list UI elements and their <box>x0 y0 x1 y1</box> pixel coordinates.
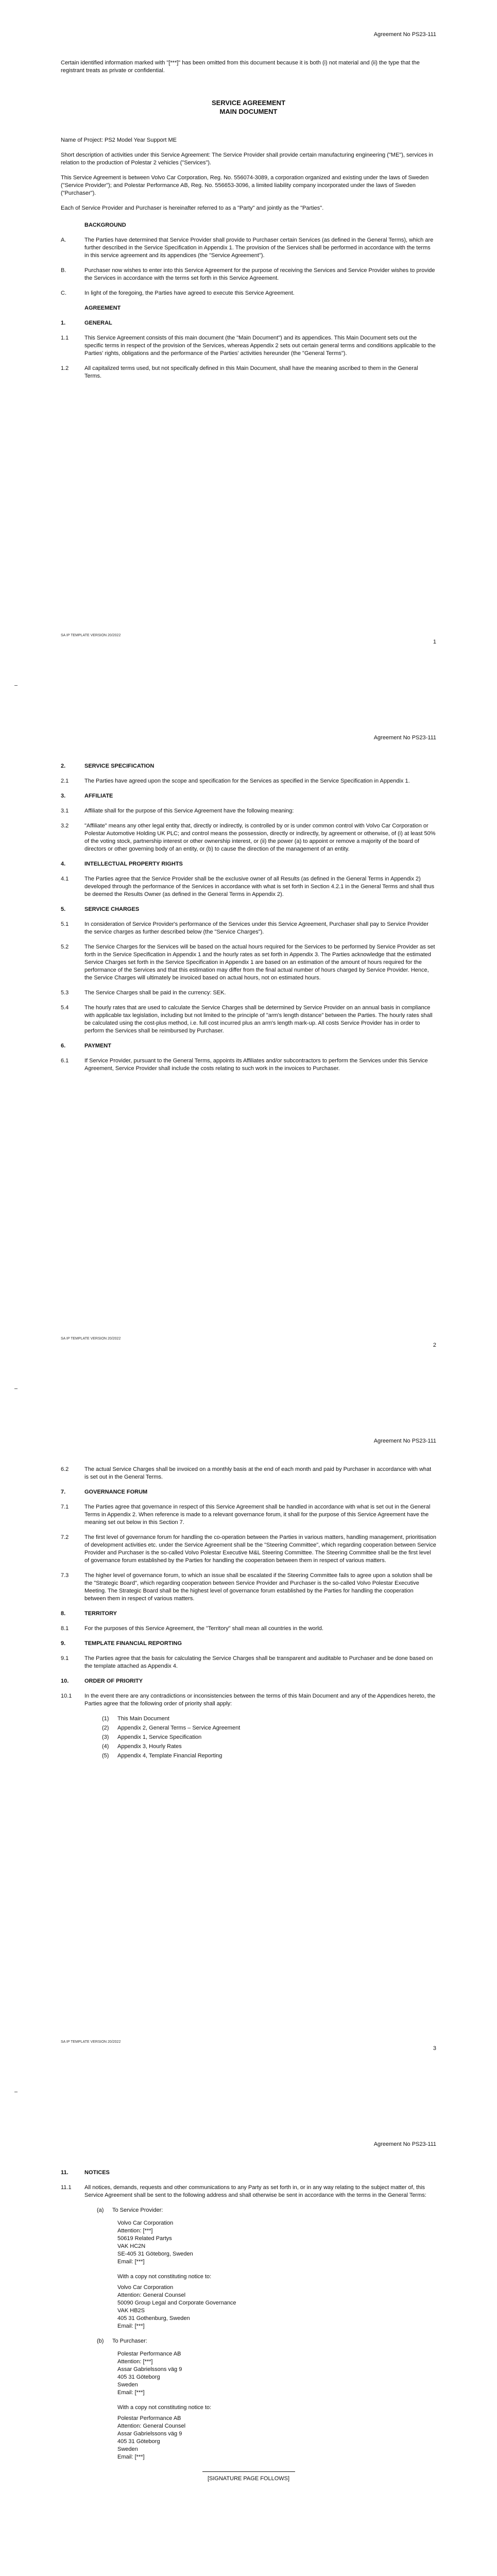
clause-1-1: 1.1 This Service Agreement consists of this main document (the "Main Document") and its appendices. This Main Document sets out the specific terms in respect of the provision of the Services, whereas Appendix 2 sets out certain general terms and conditions applicable to the Parties' rights, obligations and the performance of the Parties' activities hereunder (the "General Terms"). <box>61 335 436 357</box>
service-provider-copy-address: With a copy not constituting notice to: Volvo Car Corporation Attention: General Counsel 50090 Group Legal and Corporate Governance VAK HB2S 405 31 Gothenburg, Sweden Email: [***] <box>117 2274 236 2329</box>
footer-template: SA IP TEMPLATE VERSION 20/2022 <box>61 1337 121 1341</box>
section-heading: 10. ORDER OF PRIORITY <box>61 1678 143 1684</box>
page-divider-tick <box>14 1388 18 1389</box>
service-provider-address: Volvo Car Corporation Attention: [***] 50619 Related Partys VAK HC2N SE-405 31 Göteborg, Sweden Email: [***] <box>117 2220 193 2265</box>
footer-template: SA IP TEMPLATE VERSION 20/2022 <box>61 2040 121 2044</box>
document-title: SERVICE AGREEMENT <box>211 99 286 107</box>
clause-7-3: 7.3 The higher level of governance forum, to which an issue shall be escalated if the Steering Committee fails to agree upon a solution shall be the "Strategic Board", which regarding cooperation between Service Provider and Purchaser is the so-called Volvo Polestar Executive Meeting. The Strategic Board shall be the highest level of governance forum established by the Parties for handling the cooperation between them in respect of various matters. <box>61 1572 433 1602</box>
clause-7-2: 7.2 The first level of governance forum for handling the co-operation between the Parties in various matters, handling management, prioritisation of development activities etc. under the Service Agreement shall be the "Steering Committee", which regarding cooperation between Service Provider and Purchaser is the so-called Volvo Polestar Executive M&L Steering Committee. The Steering Committee shall be the first level of governance forum established by the Parties for handling the cooperation between them in respect of various matters. <box>61 1534 436 1564</box>
page-number: 3 <box>433 2045 436 2052</box>
project-name: Name of Project: PS2 Model Year Support ME <box>61 137 177 143</box>
clause-5-4: 5.4 The hourly rates that are used to calculate the Service Charges shall be determined by Service Provider on an annual basis in compliance with applicable tax legislation, including but not limited to the principle of "arm's length distance" between the Parties. The hourly rates shall be calculated using the cost-plus method, i.e. full cost incurred plus an arm's length mark-up. All costs Service Provider has in order to perform the Services shall be reimbursed by Purchaser. <box>61 1005 433 1034</box>
clause-1-2: 1.2 All capitalized terms used, but not specifically defined in this Main Document, shall have the meaning ascribed to them in the General Terms. <box>61 365 418 379</box>
section-heading: 11. NOTICES <box>61 2170 110 2176</box>
signature-divider <box>202 2471 295 2472</box>
clause-11-1: 11.1 All notices, demands, requests and other communications to any Party as set forth in, or in any way relating to the subject matter of, this Service Agreement shall be sent to the following address and shall otherwise be sent in accordance with the terms in the General Terms: <box>61 2184 426 2198</box>
purchaser-address: Polestar Performance AB Attention: [***] Assar Gabrielssons väg 9 405 31 Göteborg Sweden Email: [***] <box>117 2351 182 2396</box>
page-number: 2 <box>433 1342 436 1348</box>
page-number: 1 <box>433 639 436 645</box>
page-4 <box>0 2110 497 2576</box>
page-3 <box>0 1406 497 2110</box>
agreement-number: Agreement No PS23-111 <box>373 31 436 38</box>
list-item: (3) Appendix 1, Service Specification <box>102 1734 202 1740</box>
section-heading: 4. INTELLECTUAL PROPERTY RIGHTS <box>61 861 183 867</box>
background-heading: BACKGROUND <box>84 222 126 228</box>
clause-3-1: 3.1 Affiliate shall for the purpose of this Service Agreement have the following meaning: <box>61 808 294 814</box>
list-item: (4) Appendix 3, Hourly Rates <box>102 1743 182 1750</box>
clause-8-1: 8.1 For the purposes of this Service Agreement, the "Territory" shall mean all countries in the world. <box>61 1625 323 1632</box>
clause-5-1: 5.1 In consideration of Service Provider's performance of the Services under this Service Agreement, Purchaser shall pay to Service Provider the service charges as further described below (the "Service Charges"). <box>61 921 429 935</box>
parties-text: This Service Agreement is between Volvo Car Corporation, Reg. No. 556074-3089, a corporation organized and existing under the laws of Sweden ("Service Provider"); and Polestar Performance AB, Reg. No. 556653-3096, a limited liability company incorporated under the laws of Sweden ("Purchaser"). <box>61 175 429 196</box>
clause-3-2: 3.2 "Affiliate" means any other legal entity that, directly or indirectly, is controlled by or is under common control with Volvo Car Corporation or Polestar Automotive Holding UK PLC; and control means the possession, directly or indirectly, by agreement or otherwise, of (i) at least 50% of the voting stock, partnership interest or other ownership interest, or (ii) the power (a) to appoint or remove a majority of the board of directors or other governing body of an entity, or (b) to cause the direction of the management of an entity. <box>61 823 436 852</box>
footer-template: SA IP TEMPLATE VERSION 20/2022 <box>61 634 121 637</box>
priority-list <box>102 1715 436 1760</box>
clause-6-2: 6.2 The actual Service Charges shall be invoiced on a monthly basis at the end of each month and paid by Purchaser in accordance with what is set out in the General Terms. <box>61 1466 432 1480</box>
clause-6-1: 6.1 If Service Provider, pursuant to the General Terms, appoints its Affiliates and/or subcontractors to perform the Services under this Service Agreement, Service Provider shall include the costs relating to such work in the invoices to Purchaser. <box>61 1058 428 1072</box>
background-item: B. Purchaser now wishes to enter into this Service Agreement for the purpose of receiving the Services and Service Provider wishes to provide the Services in accordance with the terms set forth in this Service Agreement. <box>61 267 435 281</box>
list-item: (5) Appendix 4, Template Financial Reporting <box>102 1753 222 1759</box>
party-reference: Each of Service Provider and Purchaser is hereinafter referred to as a "Party" and jointly as the "Parties". <box>61 205 324 211</box>
list-item: (1) This Main Document <box>102 1716 169 1722</box>
section-heading: 3. AFFILIATE <box>61 793 113 799</box>
section-heading: 8. TERRITORY <box>61 1611 117 1617</box>
clause-5-3: 5.3 The Service Charges shall be paid in the currency: SEK. <box>61 990 226 996</box>
notice-purchaser: (b) To Purchaser: <box>97 2338 147 2344</box>
clause-4-1: 4.1 The Parties agree that the Service Provider shall be the exclusive owner of all Results (as defined in the General Terms in Appendix 2) developed through the performance of the Services in accordance with what is set forth in Section 4.2.1 in the General Terms and shall thus be deemed the Results Owner (as defined in the General Terms in Appendix 2). <box>61 876 435 897</box>
clause-10-1: 10.1 In the event there are any contradictions or inconsistencies between the terms of this Main Document and any of the Appendices hereto, the Parties agree that the following order of priority shall apply: <box>61 1693 436 1707</box>
section-heading: 9. TEMPLATE FINANCIAL REPORTING <box>61 1640 182 1647</box>
section-heading: 7. GOVERNANCE FORUM <box>61 1489 148 1495</box>
agreement-number: Agreement No PS23-111 <box>373 735 436 741</box>
page-2 <box>0 703 497 1406</box>
section-heading: 2. SERVICE SPECIFICATION <box>61 763 155 769</box>
agreement-heading: AGREEMENT <box>84 305 121 311</box>
title-block <box>61 98 436 116</box>
clause-7-1: 7.1 The Parties agree that governance in respect of this Service Agreement shall be handled in accordance with what is set out in the General Terms in Appendix 2. When reference is made to a relevant governance forum, it shall for the purpose of this Service Agreement have the meaning set out below in this Section 7. <box>61 1504 431 1526</box>
section-heading: 5. SERVICE CHARGES <box>61 906 140 912</box>
signature-follows: [SIGNATURE PAGE FOLLOWS] <box>61 2471 436 2483</box>
purchaser-copy-address: With a copy not constituting notice to: Polestar Performance AB Attention: General Counsel Assar Gabrielssons väg 9 405 31 Göteborg Sweden Email: [***] <box>117 2404 212 2460</box>
clause-2-1: 2.1 The Parties have agreed upon the scope and specification for the Services as specified in the Service Specification in Appendix 1. <box>61 778 410 784</box>
short-description: Short description of activities under this Service Agreement: The Service Provider shall provide certain manufacturing engineering ("ME"), services in relation to the production of Polestar 2 vehicles ("Services"). <box>61 152 433 166</box>
background-item: C. In light of the foregoing, the Parties have agreed to execute this Service Agreement. <box>61 290 295 296</box>
background-item: A. The Parties have determined that Service Provider shall provide to Purchaser certain Services (as defined in the General Terms), which are further described in the Service Specification in Appendix 1. The provision of the Services shall be performed in accordance with the terms in this service agreement and its appendices (the "Service Agreement"). <box>61 237 434 259</box>
confidential-note: Certain identified information marked with "[***]" has been omitted from this document because it is both (i) not material and (ii) the type that the registrant treats as private or confidential. <box>61 60 420 74</box>
clause-9-1: 9.1 The Parties agree that the basis for calculating the Service Charges shall be transparent and auditable to Purchaser and be done based on the template attached as Appendix 4. <box>61 1655 433 1669</box>
document-subtitle: MAIN DOCUMENT <box>219 108 278 115</box>
agreement-number: Agreement No PS23-111 <box>373 1438 436 1444</box>
section-heading: 6. PAYMENT <box>61 1043 111 1049</box>
section-heading: 1. GENERAL <box>61 320 112 326</box>
notice-service-provider: (a) To Service Provider: <box>97 2207 163 2213</box>
page-divider-tick <box>14 685 18 686</box>
list-item: (2) Appendix 2, General Terms – Service Agreement <box>102 1725 241 1731</box>
page-1 <box>0 0 497 703</box>
agreement-number: Agreement No PS23-111 <box>373 2141 436 2147</box>
clause-5-2: 5.2 The Service Charges for the Services will be based on the actual hours required for the Services to be performed by Service Provider as set forth in the Service Specification in Appendix 1 and the hourly rates as set forth in Appendix 3. The Parties acknowledge that the estimated Service Charges set forth in the Service Specification in Appendix 1 are based on an estimation of the amount of hours required for the performance of the Services and that this estimation may differ from the final actual number of hours charged by Service Provider. Hence, the Service Charges will ultimately be invoiced based on actual hours, not on estimated hours. <box>61 944 435 981</box>
